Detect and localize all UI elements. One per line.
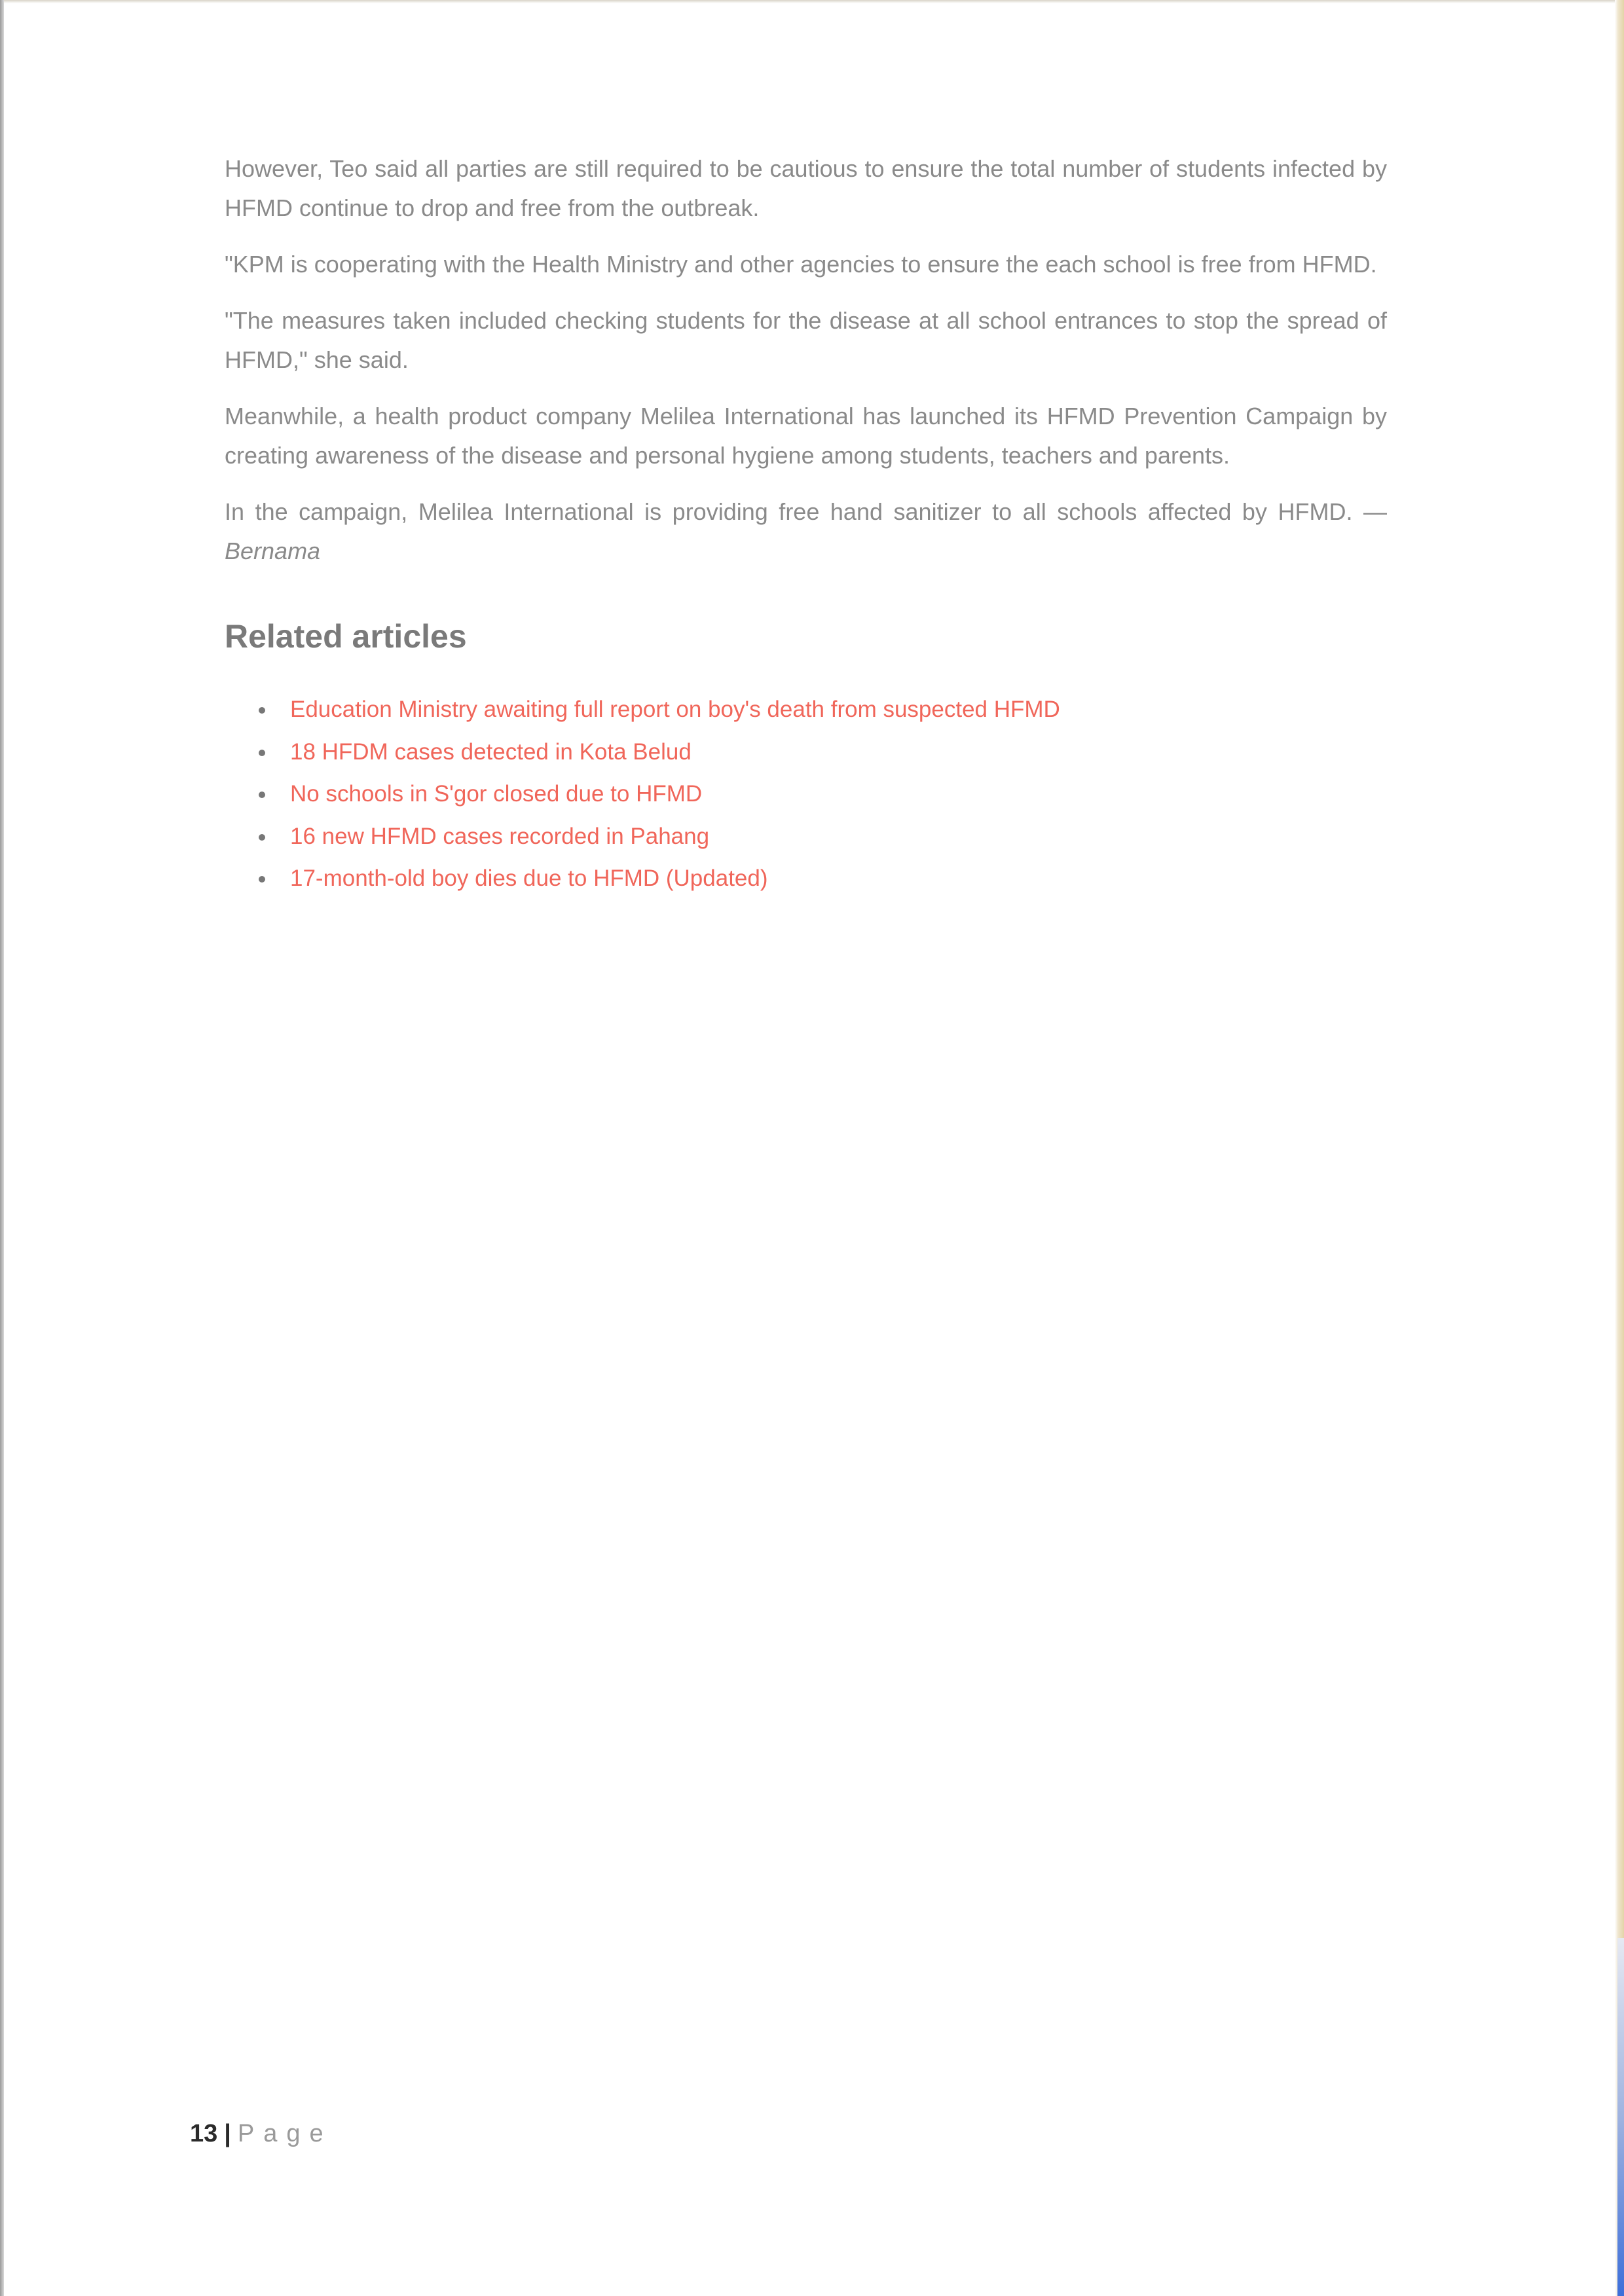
article-paragraph: However, Teo said all parties are still required to be cautious to ensure the total number of students infected by HFMD continue to drop and free from the outbreak. xyxy=(225,155,1387,221)
related-article-link[interactable]: 17-month-old boy dies due to HFMD (Updated) xyxy=(290,866,768,891)
related-article-link[interactable]: Education Ministry awaiting full report on boy's death from suspected HFMD xyxy=(290,697,1060,722)
bullet-icon xyxy=(259,792,265,798)
scan-edge-top xyxy=(0,0,1624,3)
article-paragraph: Meanwhile, a health product company Melilea International has launched its HFMD Prevention Campaign by creating awareness of the disease and personal hygiene among students, teachers and parents. xyxy=(225,403,1387,469)
page-footer xyxy=(190,2117,333,2150)
related-article-item xyxy=(259,816,1387,858)
bullet-icon xyxy=(259,876,265,883)
related-article-item xyxy=(259,858,1387,900)
scan-edge-right-tint xyxy=(1617,1938,1624,2296)
article-paragraph-text: In the campaign, Melilea International is providing free hand sanitizer to all schools affected by HFMD. — xyxy=(225,498,1387,525)
related-article-link[interactable]: No schools in S'gor closed due to HFMD xyxy=(290,781,703,807)
related-article-item xyxy=(259,731,1387,774)
bullet-icon xyxy=(259,750,265,756)
article-body xyxy=(225,149,1387,900)
related-article-link[interactable]: 18 HFDM cases detected in Kota Belud xyxy=(290,738,692,765)
page-label: Page xyxy=(237,2120,333,2147)
related-article-item xyxy=(259,773,1387,816)
article-paragraph: "KPM is cooperating with the Health Ministry and other agencies to ensure the each school is free from HFMD. xyxy=(225,251,1377,278)
bullet-icon xyxy=(259,707,265,714)
page-number: 13 xyxy=(190,2120,218,2147)
article-paragraph: "The measures taken included checking students for the disease at all school entrances to stop the spread of HFMD," she said. xyxy=(225,307,1387,373)
related-article-link[interactable]: 16 new HFMD cases recorded in Pahang xyxy=(290,823,710,849)
related-articles-list xyxy=(225,689,1387,900)
article-paragraph-final xyxy=(225,492,1387,571)
scan-edge-left xyxy=(0,0,4,2296)
article-source: Bernama xyxy=(225,538,321,564)
related-article-item xyxy=(259,689,1387,731)
related-articles-heading: Related articles xyxy=(225,618,467,655)
bullet-icon xyxy=(259,834,265,841)
footer-separator: | xyxy=(224,2120,231,2147)
